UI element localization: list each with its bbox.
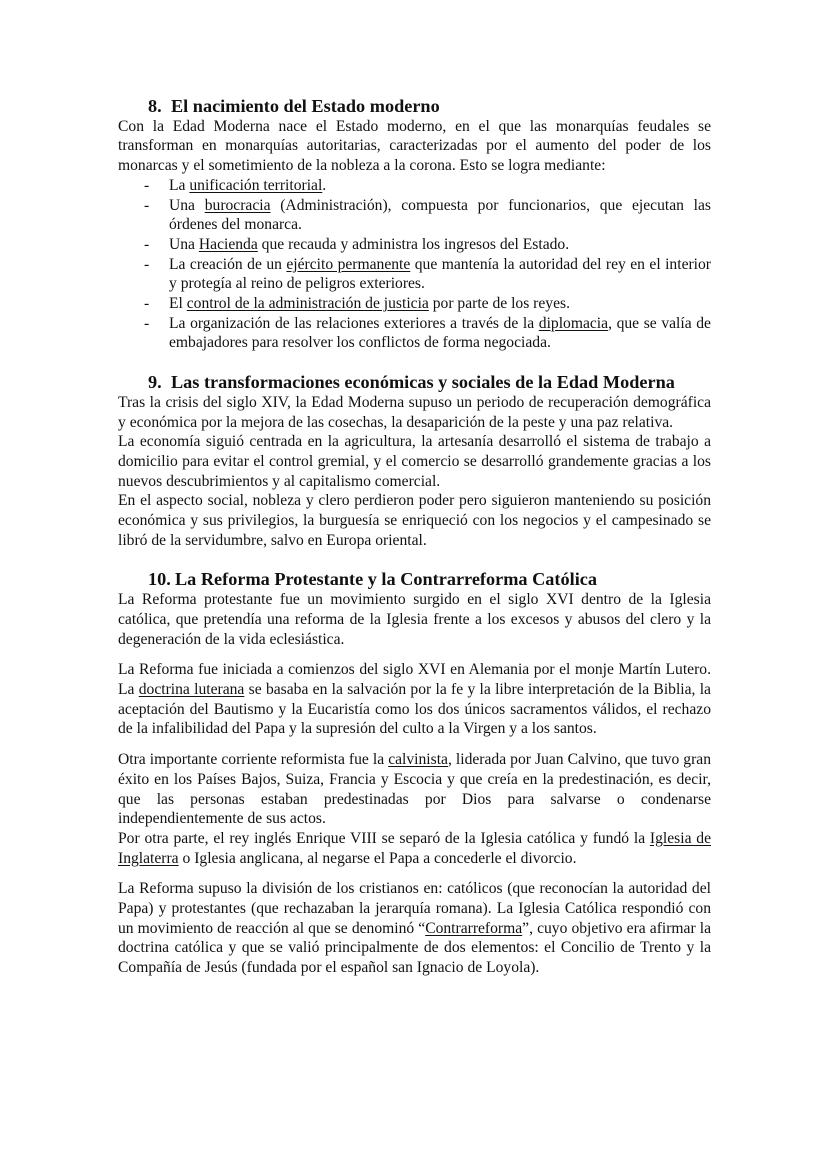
bullet-dash: - bbox=[144, 196, 150, 214]
section-number: 10. bbox=[148, 569, 171, 590]
key-term: calvinista bbox=[388, 751, 448, 769]
section-10-heading bbox=[118, 570, 711, 590]
key-term: doctrina luterana bbox=[138, 680, 245, 698]
list-item: - La creación de un ejército permanente que mantenía la autoridad del rey en el interior y protegía al reino de peligros exteriores. bbox=[144, 255, 711, 293]
list-item: - La organización de las relaciones exteriores a través de la diplomacia, que se valía de embajadores para resolver los conflictos de forma negociada. bbox=[144, 314, 711, 352]
key-term: Contrarreforma bbox=[425, 919, 523, 937]
bullet-dash: - bbox=[144, 235, 150, 253]
key-term: ejército permanente bbox=[286, 255, 411, 273]
bullet-dash: - bbox=[144, 295, 150, 313]
bullet-dash: - bbox=[144, 176, 150, 194]
section-10-paragraph-2: La Reforma fue iniciada a comienzos del siglo XVI en Alemania por el monje Martín Lutero. La doctrina luterana se basaba en la salvación por la fe y la libre interpretación de la Biblia, la aceptación del Bautismo y la Eucaristía como los dos únicos sacramentos válidos, el rechazo de la infalibilidad del Papa y la supresión del culto a la Virgen y a los santos. bbox=[118, 661, 711, 738]
section-title: La Reforma Protestante y la Contrarreforma Católica bbox=[175, 569, 597, 590]
section-number: 9. bbox=[148, 372, 162, 393]
key-term: unificación territorial bbox=[189, 176, 323, 194]
section-10-paragraph-1: La Reforma protestante fue un movimiento surgido en el siglo XVI dentro de la Iglesia católica, que pretendía una reforma de la Iglesia frente a los excesos y abusos del clero y la degeneración de la vida eclesiástica. bbox=[118, 591, 711, 648]
list-item: - La unificación territorial. bbox=[144, 176, 327, 194]
section-8-intro: Con la Edad Moderna nace el Estado moderno, en el que las monarquías feudales se transforman en monarquías autoritarias, caracterizadas por el aumento del poder de los monarcas y el sometimiento de la nobleza a la corona. Esto se logra mediante: bbox=[118, 117, 711, 175]
section-number: 8. bbox=[148, 96, 162, 116]
page-content bbox=[118, 97, 711, 978]
section-title: Las transformaciones económicas y sociales de la Edad Moderna bbox=[171, 372, 675, 393]
list-item: - El control de la administración de justicia por parte de los reyes. bbox=[144, 295, 570, 313]
bullet-dash: - bbox=[144, 255, 150, 273]
section-8-heading bbox=[118, 97, 711, 117]
list-item: - Una Hacienda que recauda y administra los ingresos del Estado. bbox=[144, 235, 570, 253]
section-9-paragraph-2: La economía siguió centrada en la agricultura, la artesanía desarrolló el sistema de trabajo a domicilio para evitar el control gremial, y el comercio se desarrolló grandemente gracias a los nuevos descubrimientos y al capitalismo comercial. bbox=[118, 433, 711, 490]
section-9-paragraph-3: En el aspecto social, nobleza y clero perdieron poder pero siguieron manteniendo su posición económica y sus privilegios, la burguesía se enriqueció con los negocios y el campesinado se libró de la servidumbre, salvo en Europa oriental. bbox=[118, 492, 711, 549]
section-10 bbox=[118, 570, 711, 977]
key-term: Iglesia de Inglaterra bbox=[118, 829, 711, 867]
section-8-list bbox=[118, 176, 711, 353]
section-10-paragraph-3: Otra importante corriente reformista fue la calvinista, liderada por Juan Calvino, que tuvo gran éxito en los Países Bajos, Suiza, Francia y Escocia y que creía en la predestinación, es decir, que las personas estaban predestinadas por Dios para salvarse o condenarse independientemente de sus actos. bbox=[118, 751, 711, 828]
section-8 bbox=[118, 97, 711, 353]
section-10-paragraph-5: La Reforma supuso la división de los cristianos en: católicos (que reconocían la autoridad del Papa) y protestantes (que rechazaban la jerarquía romana). La Iglesia Católica respondió con un movimiento de reacción al que se denominó “Contrarreforma”, cuyo objetivo era afirmar la doctrina católica y que se valió principalmente de dos elementos: el Concilio de Trento y la Compañía de Jesús (fundada por el español san Ignacio de Loyola). bbox=[118, 880, 711, 977]
section-9-heading bbox=[118, 373, 711, 393]
section-title: El nacimiento del Estado moderno bbox=[171, 96, 440, 116]
key-term: Hacienda bbox=[198, 235, 258, 253]
key-term: burocracia bbox=[204, 196, 271, 214]
key-term: control de la administración de justicia bbox=[186, 295, 429, 313]
section-10-paragraph-4: Por otra parte, el rey inglés Enrique VIII se separó de la Iglesia católica y fundó la Iglesia de Inglaterra o Iglesia anglicana, al negarse el Papa a concederle el divorcio. bbox=[118, 829, 711, 867]
bullet-dash: - bbox=[144, 314, 150, 332]
section-9 bbox=[118, 373, 711, 550]
section-9-paragraph-1: Tras la crisis del siglo XIV, la Edad Moderna supuso un periodo de recuperación demográfica y económica por la mejora de las cosechas, la desaparición de la peste y una paz relativa. bbox=[118, 393, 711, 431]
key-term: diplomacia bbox=[538, 314, 609, 332]
list-item: - Una burocracia (Administración), compuesta por funcionarios, que ejecutan las órdenes del monarca. bbox=[144, 196, 711, 234]
